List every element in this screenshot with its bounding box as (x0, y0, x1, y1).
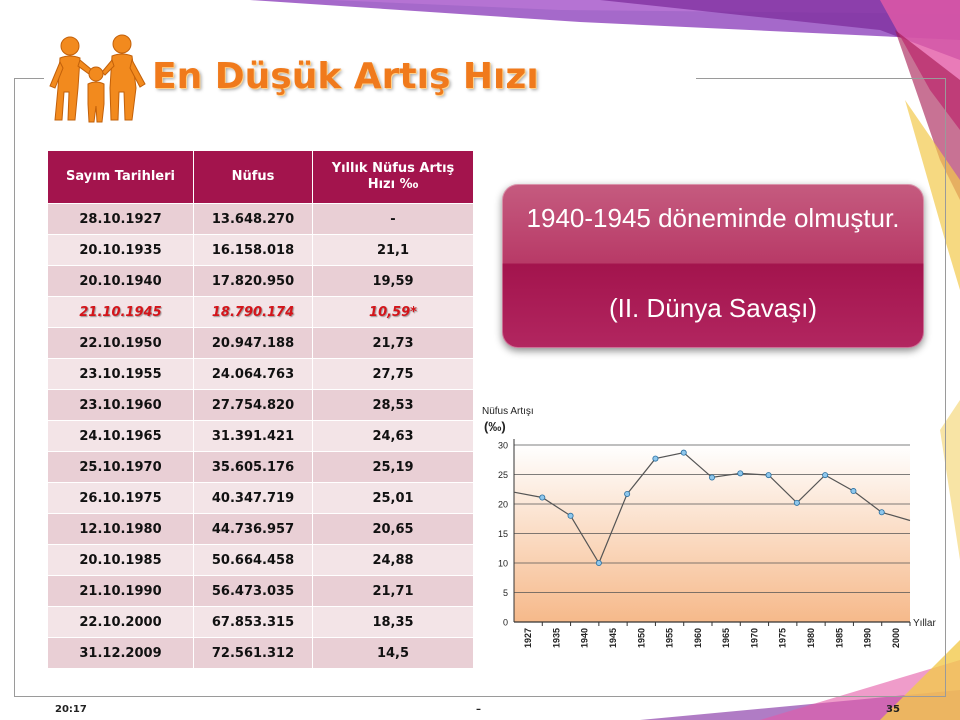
data-point (653, 456, 658, 461)
table-header-row (48, 151, 474, 204)
cell-growth-rate: 27,75 (313, 359, 474, 390)
cell-population: 27.754.820 (194, 390, 313, 421)
x-tick-label: 1935 (551, 628, 562, 649)
x-tick-label: 1970 (749, 628, 760, 649)
cell-population: 44.736.957 (194, 514, 313, 545)
data-point (540, 495, 545, 500)
table-row (48, 421, 474, 452)
y-tick-label: 10 (497, 558, 508, 569)
cell-census-date: 28.10.1927 (48, 204, 194, 235)
frame-top-right-line (696, 78, 946, 79)
x-tick-label: 1980 (806, 628, 816, 649)
cell-population: 56.473.035 (194, 576, 313, 607)
cell-growth-rate: 25,01 (313, 483, 474, 514)
cell-growth-rate: 21,1 (313, 235, 474, 266)
cell-growth-rate: 28,53 (313, 390, 474, 421)
cell-census-date: 24.10.1965 (48, 421, 194, 452)
table-row (48, 483, 474, 514)
cell-population: 35.605.176 (194, 452, 313, 483)
footer-time: 20:17 (55, 704, 87, 715)
family-logo-icon (48, 30, 148, 126)
table-row (48, 297, 474, 328)
x-tick-label: 1965 (721, 628, 732, 649)
header-census-dates: Sayım Tarihleri (48, 151, 194, 204)
cell-growth-rate: 21,73 (313, 328, 474, 359)
cell-growth-rate: 24,88 (313, 545, 474, 576)
frame-left-line (14, 78, 15, 696)
x-tick-label: 1940 (579, 628, 590, 649)
y-tick-label: 25 (497, 470, 508, 480)
cell-growth-rate: 19,59 (313, 266, 474, 297)
table-row (48, 638, 474, 669)
frame-right-line (945, 78, 946, 696)
x-tick-label: 1975 (777, 628, 788, 649)
x-tick-label: 2000 (890, 628, 901, 649)
cell-census-date: 12.10.1980 (48, 514, 194, 545)
cell-census-date: 21.10.1945 (48, 297, 194, 328)
table-row (48, 607, 474, 638)
cell-census-date: 22.10.1950 (48, 328, 194, 359)
x-tick-label: 1945 (608, 628, 618, 649)
callout-text: 1940-1945 döneminde olmuştur. (526, 203, 900, 233)
cell-census-date: 21.10.1990 (48, 576, 194, 607)
frame-bottom-line (14, 696, 946, 697)
table-row (48, 266, 474, 297)
cell-census-date: 20.10.1985 (48, 545, 194, 576)
y-tick-label: 15 (497, 529, 508, 539)
data-point (568, 513, 573, 518)
footer-center: – (476, 704, 481, 715)
growth-rate-chart (478, 398, 936, 668)
x-tick-label: 1960 (692, 628, 703, 649)
callout-subtext: (II. Dünya Savaşı) (608, 293, 818, 323)
cell-growth-rate: 20,65 (313, 514, 474, 545)
slide-title: En Düşük Artış Hızı (152, 56, 539, 97)
cell-population: 16.158.018 (194, 235, 313, 266)
cell-growth-rate: 24,63 (313, 421, 474, 452)
data-point (709, 475, 714, 480)
x-tick-label: 1985 (834, 628, 845, 649)
cell-growth-rate: 14,5 (313, 638, 474, 669)
cell-growth-rate: - (313, 204, 474, 235)
header-population: Nüfus (194, 151, 313, 204)
census-table (47, 150, 474, 669)
frame-top-left-line (14, 78, 44, 79)
cell-growth-rate: 21,71 (313, 576, 474, 607)
cell-census-date: 23.10.1960 (48, 390, 194, 421)
x-tick-label: 1927 (523, 628, 534, 649)
cell-growth-rate: 25,19 (313, 452, 474, 483)
table-row (48, 235, 474, 266)
table-row (48, 328, 474, 359)
cell-census-date: 22.10.2000 (48, 607, 194, 638)
cell-census-date: 31.12.2009 (48, 638, 194, 669)
cell-population: 67.853.315 (194, 607, 313, 638)
cell-growth-rate: 18,35 (313, 607, 474, 638)
cell-census-date: 23.10.1955 (48, 359, 194, 390)
table-row (48, 359, 474, 390)
cell-census-date: 25.10.1970 (48, 452, 194, 483)
callout-box (502, 184, 924, 348)
x-tick-label: 1955 (664, 628, 675, 649)
cell-population: 31.391.421 (194, 421, 313, 452)
table-row (48, 514, 474, 545)
y-tick-label: 20 (497, 499, 508, 510)
data-point (851, 488, 856, 493)
table-row (48, 545, 474, 576)
x-tick-label: 1990 (862, 628, 873, 649)
data-point (794, 500, 799, 505)
chart-xlabel: Yıllar (913, 618, 936, 629)
table-row (48, 576, 474, 607)
footer-page-number: 35 (886, 704, 900, 715)
data-point (879, 510, 884, 515)
table-row (48, 204, 474, 235)
cell-census-date: 20.10.1940 (48, 266, 194, 297)
data-point (766, 472, 771, 477)
cell-growth-rate: 10,59* (313, 297, 474, 328)
cell-population: 24.064.763 (194, 359, 313, 390)
y-tick-label: 5 (502, 588, 508, 598)
cell-population: 20.947.188 (194, 328, 313, 359)
y-tick-label: 0 (502, 617, 508, 628)
x-tick-label: 1950 (636, 628, 647, 649)
cell-population: 50.664.458 (194, 545, 313, 576)
cell-census-date: 26.10.1975 (48, 483, 194, 514)
cell-population: 72.561.312 (194, 638, 313, 669)
cell-census-date: 20.10.1935 (48, 235, 194, 266)
chart-ylabel: Nüfus Artışı (482, 406, 534, 417)
cell-population: 40.347.719 (194, 483, 313, 514)
cell-population: 18.790.174 (194, 297, 313, 328)
y-tick-label: 30 (497, 440, 508, 451)
data-point (681, 450, 686, 455)
data-point (823, 472, 828, 477)
header-growth-rate: Yıllık Nüfus Artış Hızı ‰ (313, 151, 474, 204)
data-point (596, 560, 601, 565)
cell-population: 13.648.270 (194, 204, 313, 235)
data-point (738, 471, 743, 476)
table-row (48, 452, 474, 483)
chart-ylabel-unit: (‰) (484, 419, 506, 434)
cell-population: 17.820.950 (194, 266, 313, 297)
table-row (48, 390, 474, 421)
data-point (625, 491, 630, 496)
